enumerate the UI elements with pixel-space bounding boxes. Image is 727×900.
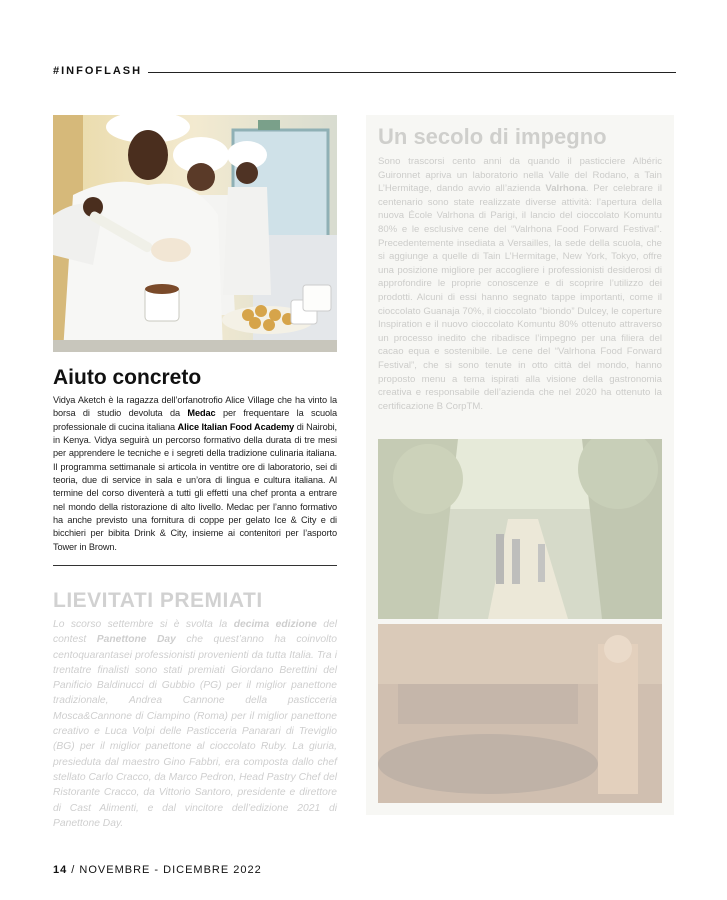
section-divider: [53, 565, 337, 566]
garden-path-photo: [378, 439, 662, 619]
article-body-secolo: Sono trascorsi cento anni da quando il pasticciere Albéric Guironnet apriva un laboratorio nella Valle del Rodano, a Tain L’Hermitage, dando avvio all’azienda Valrhona. Per celebrare il centenario sono state realizzate diverse attività: l’apertura della nuova École Valrhona di Parigi, il lancio del cioccolato Komuntu 80% e le esclusive cene del “Valrhona Food Forward Festival”. Precedentemente insediata a Versailles, la sede della scuola, che si aggiunge a quelle di Tain L’Hermitage, New York, Tokyo, offre una posizione migliore per accogliere i professionisti desiderosi di approfondire le proprie conoscenze e di scoprire l’utilizzo dei prodotti. Alcuni di essi hanno segnato tappe importanti, come il cioccolato Guanaja 70%, il cioccolato “biondo” Dulcey, le coperture Inspiration e il nuovo cioccolato Komuntu 80% ottenuto attraverso un processo inedito che ribadisce l’impegno per una filiera del cacao equa e sostenibile. Le cene del “Valrhona Food Forward Festival”, che si sono tenute in otto città del mondo, hanno proposto menu a tema ispirati alla visione della gastronomia creativa e responsabile dell’azienda che nel 2020 ha ottenuto la certificazione B CorpTM.: [378, 156, 662, 412]
article-body-lievitati: Lo scorso settembre si è svolta la decima edizione del contest Panettone Day che quest’anno ha coinvolto centoquarantasei professionisti provenienti da tutta Italia. Tra i trentatre finalisti sono stati premiati Giordano Berettini del Panificio Baldinucci di Gubbio (PG) per il miglior panettone tradizionale, Andrea Cannone della pasticceria Mosca&Cannone di Ciampino (Roma) per il miglior panettone creativo e Luca Volpi delle Pasticceria Panarari di Treviglio (BG) per il miglior panettone al cioccolato Ruby. La giuria, presieduta dal maestro Gino Fabbri, era composta dallo chef stellato Carlo Cracco, da Marco Pedron, Head Pastry Chef del Ristorante Cracco, da Vittorio Santoro, presidente e direttore di Cast Alimenti, e dal vincitore dell’edizione 2021 di Panettone Day.: [53, 619, 338, 829]
section-tag: #INFOFLASH: [53, 65, 143, 77]
article-title-secolo: Un secolo di impegno: [378, 124, 607, 149]
chefs-photo: [53, 115, 337, 352]
article-title-lievitati: LIEVITATI PREMIATI: [53, 589, 263, 612]
article-body-aiuto: Vidya Aketch è la ragazza dell’orfanotrofio Alice Village che ha vinto la borsa di studio devoluta da Medac per frequentare la scuola professionale di cucina italiana Alice Italian Food Academy di Nairobi, in Kenya. Vidya seguirà un percorso formativo della durata di tre mesi per apprendere le tecniche e i segreti della tradizione culinaria italiana. Il programma settimanale si articola in ventitre ore di laboratorio, sei di teoria, due di service in sala e un’ora di lingua e cultura italiana. Al termine del corso diventerà a tutti gli effetti una chef pronta a entrare nel mondo della ristorazione di alto livello. Medac per l’anno formativo ha anche previsto una fornitura di coppe per gelato Ice & City e di bicchieri per bibita Drink & City, insieme ai contenitori per l’asporto Tower in Brown.: [53, 395, 337, 552]
article-title-aiuto: Aiuto concreto: [53, 366, 202, 389]
header-rule: [148, 72, 676, 73]
chocolate-workshop-photo: [378, 624, 662, 803]
page-footer: 14 / NOVEMBRE - DICEMBRE 2022: [53, 864, 262, 876]
